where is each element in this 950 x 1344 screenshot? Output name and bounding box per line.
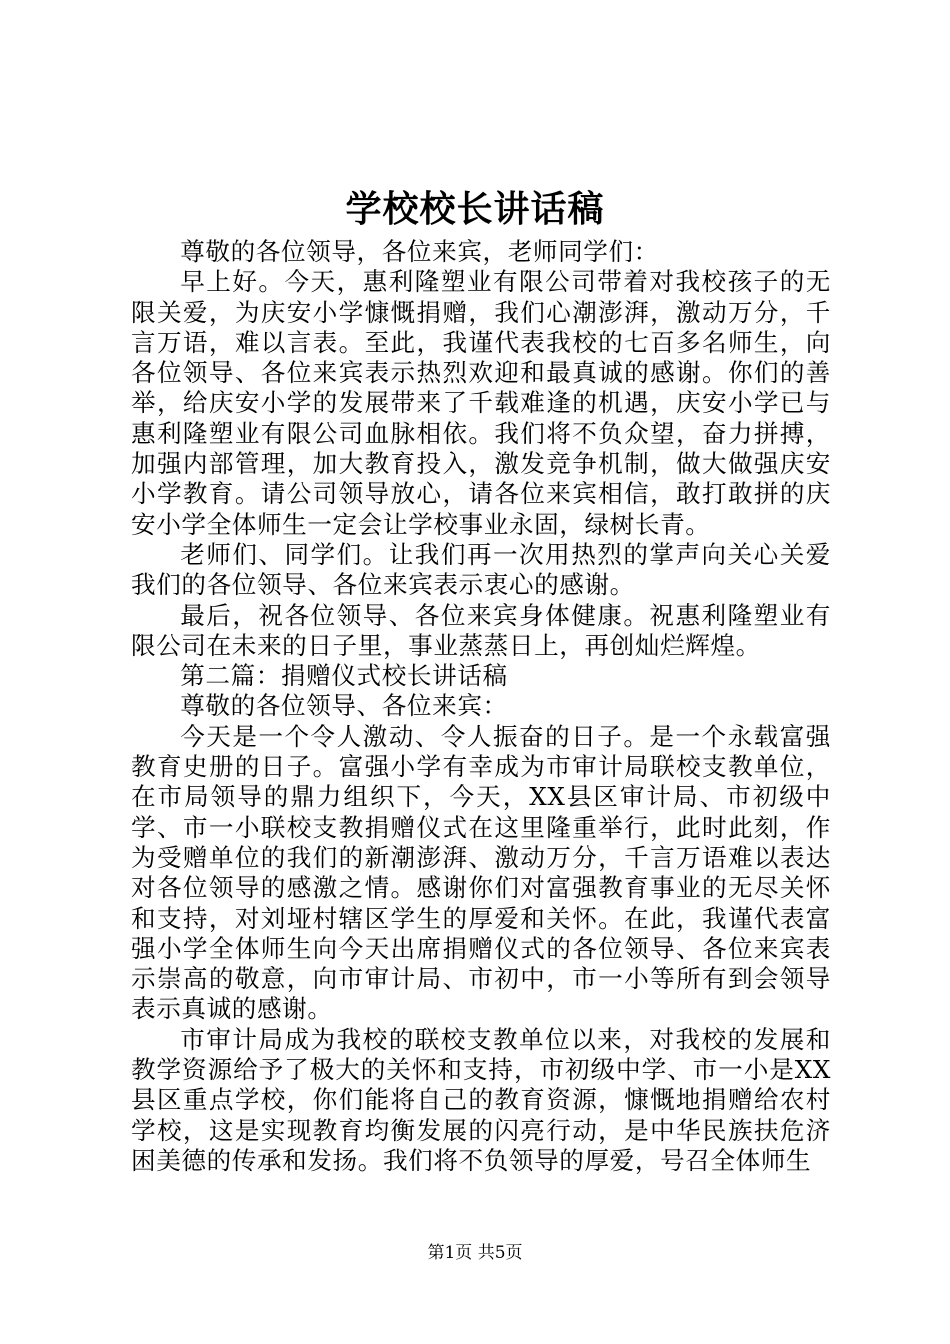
page-footer [0,1242,950,1264]
paragraph-applause: 老师们、同学们。让我们再一次用热烈的掌声向关心关爱我们的各位领导、各位来宾表示衷心的感谢。 [131,539,831,600]
paragraph-salutation: 尊敬的各位领导，各位来宾，老师同学们： [180,237,659,266]
paragraph-salutation-2: 尊敬的各位领导、各位来宾： [180,691,508,721]
paragraph-closing: 最后，祝各位领导、各位来宾身体健康。祝惠利隆塑业有限公司在未来的日子里，事业蒸蒸日上，再创灿烂辉煌。 [131,600,831,660]
document-body [131,237,831,1176]
paragraph-support: 市审计局成为我校的联校支教单位以来，对我校的发展和教学资源给予了极大的关怀和支持，市初级中学、市一小是XX县区重点学校，你们能将自己的教育资源，慷慨地捐赠给农村学校，这是实现教育均衡发展的闪亮行动，是中华民族扶危济困美德的传承和发扬。我们将不负领导的厚爱，号召全体师生 [131,1024,831,1175]
document-title: 学校校长讲话稿 [345,188,605,230]
page-number: 第1页 [427,1243,473,1263]
paragraph-greeting: 早上好。今天，惠利隆塑业有限公司带着对我校孩子的无限关爱，为庆安小学慷慨捐赠，我们心潮澎湃，激动万分，千言万语，难以言表。至此，我谨代表我校的七百多名师生，向各位领导、各位来宾表示热烈欢迎和最真诚的感谢。你们的善举，给庆安小学的发展带来了千载难逢的机遇，庆安小学已与惠利隆塑业有限公司血脉相依。我们将不负众望，奋力拼搏，加强内部管理，加大教育投入，激发竞争机制，做大做强庆安小学教育。请公司领导放心，请各位来宾相信，敢打敢拼的庆安小学全体师生一定会让学校事业永固，绿树长青。 [131,267,831,539]
paragraph-ceremony: 今天是一个令人激动、令人振奋的日子。是一个永载富强教育史册的日子。富强小学有幸成为市审计局联校支教单位，在市局领导的鼎力组织下，今天，XX县区审计局、市初级中学、市一小联校支教捐赠仪式在这里隆重举行，此时此刻，作为受赠单位的我们的新潮澎湃、激动万分，千言万语难以表达对各位领导的感激之情。感谢你们对富强教育事业的无尽关怀和支持，对刘垭村辖区学生的厚爱和关怀。在此，我谨代表富强小学全体师生向今天出席捐赠仪式的各位领导、各位来宾表示崇高的敬意，向市审计局、市初中，市一小等所有到会领导表示真诚的感谢。 [131,721,831,1024]
section-heading: 第二篇：捐赠仪式校长讲话稿 [180,661,508,691]
page-total: 共5页 [477,1243,523,1263]
